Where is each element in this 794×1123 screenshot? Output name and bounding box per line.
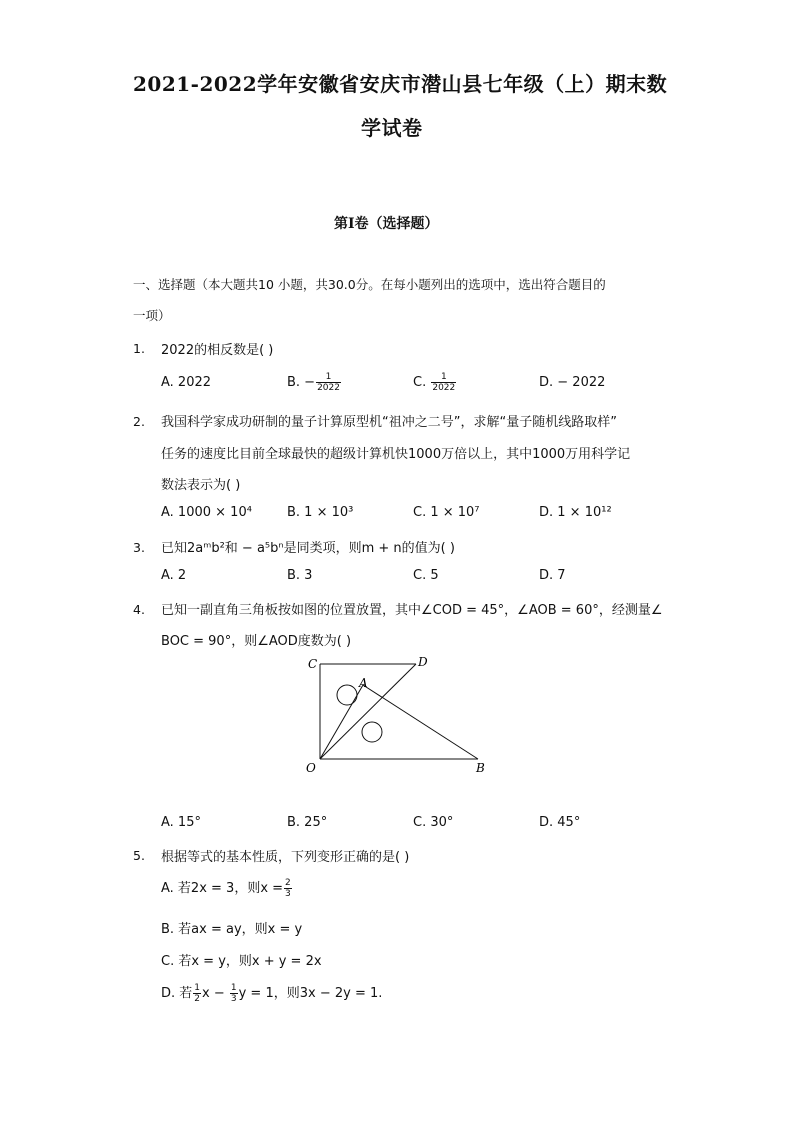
q1-option-c-denominator: 2022: [432, 383, 456, 393]
segment-ab: [363, 685, 478, 759]
q1-stem: 2022的相反数是( ): [161, 343, 274, 358]
label-a: A: [359, 676, 368, 690]
q5-option-d-numerator-1: 1: [194, 983, 201, 993]
q5-option-d-denominator-1: 2: [194, 994, 201, 1004]
q4-option-d: D. 45°: [539, 815, 581, 830]
q2-option-b: B. 1 × 10³: [287, 505, 354, 520]
q5-number: 5.: [133, 848, 145, 863]
title-line-2: 学试卷: [361, 116, 423, 140]
q2-line-3: 数法表示为( ): [161, 478, 241, 493]
q3-option-a: A. 2: [161, 568, 187, 583]
q1-option-b: [287, 372, 342, 393]
q3-stem: 已知2aᵐb²和 − a⁵bⁿ是同类项，则m + n的值为( ): [161, 541, 455, 556]
q3-number: 3.: [133, 540, 145, 555]
q5-option-a-denominator: 3: [285, 889, 291, 899]
q1-option-d: D. − 2022: [539, 375, 606, 390]
triangle-hole-2: [362, 722, 382, 742]
q2-line-1: 我国科学家成功研制的量子计算原型机“祖冲之二号”，求解“量子随机线路取样”: [161, 415, 617, 430]
section-heading-line-2: 一项）: [133, 308, 171, 323]
q4-option-c: C. 30°: [413, 815, 454, 830]
label-o: O: [306, 761, 316, 775]
q4-option-b: B. 25°: [287, 815, 328, 830]
q2-line-2: 任务的速度比目前全球最快的超级计算机快1000万倍以上，其中1000万用科学记: [161, 447, 631, 462]
title-line-1: 2021-2022学年安徽省安庆市潜山县七年级（上）期末数: [133, 72, 668, 96]
q1-option-b-numerator: 1: [316, 372, 341, 383]
q1-option-b-denominator: 2022: [317, 383, 340, 393]
q5-option-d: [161, 982, 382, 1004]
q2-option-a: A. 1000 × 10⁴: [161, 505, 252, 520]
q1-option-c-prefix: C.: [413, 375, 427, 390]
q1-number: 1.: [133, 341, 145, 356]
q5-option-d-fraction-2: [230, 983, 238, 1004]
triangle-hole-1: [337, 685, 357, 705]
q4-option-a: A. 15°: [161, 815, 201, 830]
q5-option-d-fraction-1: [193, 983, 201, 1004]
q1-option-b-fraction: [316, 372, 341, 393]
q2-number: 2.: [133, 414, 145, 429]
q4-figure: [300, 652, 500, 777]
q5-option-d-middle: x −: [202, 986, 225, 1001]
q5-option-c: C. 若x = y，则x + y = 2x: [161, 954, 322, 969]
q4-number: 4.: [133, 602, 145, 617]
section-heading-line-1: 一、选择题（本大题共10 小题，共30.0分。在每小题列出的选项中，选出符合题目的: [133, 277, 606, 292]
q5-option-d-suffix: y = 1，则3x − 2y = 1.: [238, 986, 383, 1001]
q5-option-d-prefix: D. 若: [161, 986, 193, 1001]
q1-option-c: [413, 372, 457, 393]
label-d: D: [418, 655, 428, 669]
q1-option-c-fraction: [431, 372, 456, 393]
q5-option-a-numerator: 2: [285, 878, 291, 888]
part-heading: 第I卷（选择题）: [334, 216, 439, 232]
q5-stem: 根据等式的基本性质，下列变形正确的是( ): [161, 850, 410, 865]
segment-od: [320, 664, 416, 759]
label-c: C: [308, 657, 318, 671]
q2-option-c: C. 1 × 10⁷: [413, 505, 480, 520]
q5-option-a: [161, 877, 293, 899]
q2-option-d: D. 1 × 10¹²: [539, 505, 612, 520]
q5-option-d-numerator-2: 1: [230, 983, 237, 993]
q5-option-a-prefix: A. 若2x = 3，则x =: [161, 881, 284, 896]
q3-option-c: C. 5: [413, 568, 439, 583]
q4-line-1: 已知一副直角三角板按如图的位置放置，其中∠COD = 45°，∠AOB = 60°，经测量∠: [161, 603, 663, 618]
q5-option-d-denominator-2: 3: [230, 994, 237, 1004]
q5-option-a-fraction: [284, 878, 292, 899]
q1-option-a: A. 2022: [161, 375, 212, 390]
q4-line-2: BOC = 90°，则∠AOD度数为( ): [161, 634, 352, 649]
q1-option-c-numerator: 1: [431, 372, 456, 383]
q5-option-b: B. 若ax = ay，则x = y: [161, 922, 303, 937]
label-b: B: [476, 761, 485, 775]
q3-option-d: D. 7: [539, 568, 566, 583]
q1-option-b-prefix: B. −: [287, 375, 316, 390]
q3-option-b: B. 3: [287, 568, 313, 583]
